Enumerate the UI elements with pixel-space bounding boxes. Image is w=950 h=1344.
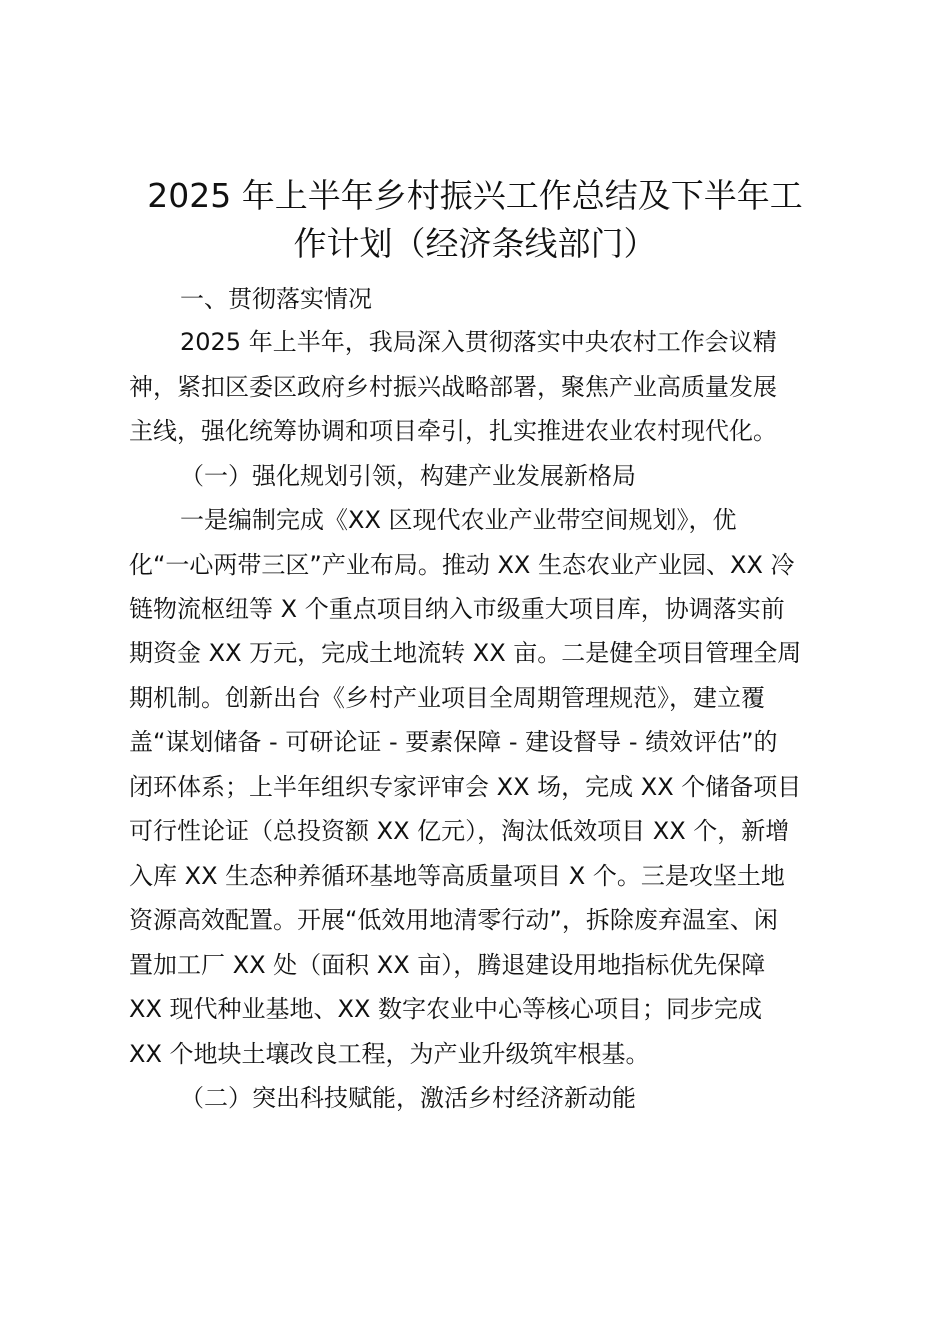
paragraph-line: 2025 年上半年，我局深入贯彻落实中央农村工作会议精 bbox=[180, 328, 777, 356]
paragraph-line: 入库 XX 生态种养循环基地等高质量项目 X 个。三是攻坚土地 bbox=[129, 862, 785, 890]
paragraph-line: 链物流枢纽等 X 个重点项目纳入市级重大项目库，协调落实前 bbox=[129, 595, 785, 623]
document-title-line-1: 2025 年上半年乡村振兴工作总结及下半年工 bbox=[147, 176, 803, 215]
paragraph-line: 一是编制完成《XX 区现代农业产业带空间规划》，优 bbox=[180, 506, 737, 534]
paragraph-line: 期资金 XX 万元，完成土地流转 XX 亩。二是健全项目管理全周 bbox=[129, 639, 802, 667]
paragraph-line: 资源高效配置。开展“低效用地清零行动”，拆除废弃温室、闲 bbox=[129, 906, 778, 934]
subsection-heading-2: （二）突出科技赋能，激活乡村经济新动能 bbox=[180, 1084, 636, 1112]
paragraph-line: 化“一心两带三区”产业布局。推动 XX 生态农业产业园、XX 冷 bbox=[129, 551, 795, 579]
paragraph-line: 置加工厂 XX 处（面积 XX 亩），腾退建设用地指标优先保障 bbox=[129, 951, 766, 979]
paragraph-line: 神，紧扣区委区政府乡村振兴战略部署，聚焦产业高质量发展 bbox=[129, 373, 777, 401]
paragraph-line: 闭环体系；上半年组织专家评审会 XX 场，完成 XX 个储备项目 bbox=[129, 773, 802, 801]
paragraph-line: 主线，强化统筹协调和项目牵引，扎实推进农业农村现代化。 bbox=[129, 417, 777, 445]
subsection-heading-1: （一）强化规划引领，构建产业发展新格局 bbox=[180, 462, 636, 490]
paragraph-line: 可行性论证（总投资额 XX 亿元），淘汰低效项目 XX 个，新增 bbox=[129, 817, 790, 845]
paragraph-line: 期机制。创新出台《乡村产业项目全周期管理规范》，建立覆 bbox=[129, 684, 765, 712]
paragraph-line: XX 个地块土壤改良工程，为产业升级筑牢根基。 bbox=[129, 1040, 650, 1068]
paragraph-line: 盖“谋划储备 - 可研论证 - 要素保障 - 建设督导 - 绩效评估”的 bbox=[129, 728, 778, 756]
document-title-line-2: 作计划（经济条线部门） bbox=[293, 224, 657, 263]
paragraph-line: XX 现代种业基地、XX 数字农业中心等核心项目；同步完成 bbox=[129, 995, 763, 1023]
section-heading-1: 一、贯彻落实情况 bbox=[180, 285, 372, 313]
